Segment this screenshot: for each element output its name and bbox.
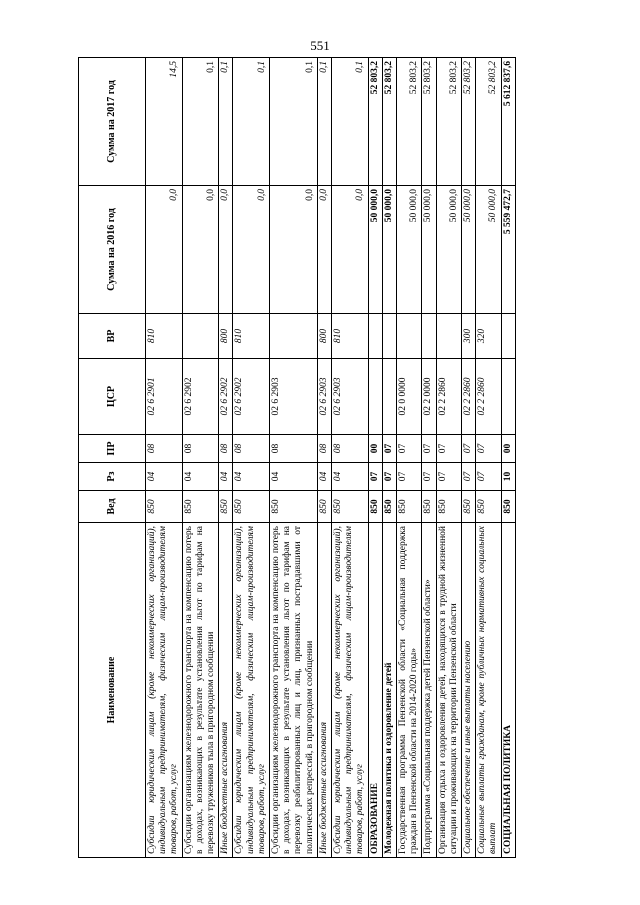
table-row: [462, 58, 476, 858]
row-ved: 850: [382, 491, 396, 523]
budget-table: [78, 57, 516, 858]
row-rz: 04: [270, 463, 318, 491]
row-csr: 02 6 2901: [146, 359, 183, 435]
row-ved: 850: [233, 491, 270, 523]
header-name: Наименование: [79, 523, 146, 858]
row-pr: 07: [397, 435, 422, 463]
row-vr: [436, 314, 461, 359]
row-name: Государственная программа Пензенской области «Социальная поддержка граждан в Пензенской области на 2014-2020 годы»: [397, 523, 422, 858]
table-row: [270, 58, 318, 858]
row-name: Иные бюджетные ассигнования: [219, 523, 233, 858]
row-name: Субсидии юридическим лицам (кроме некоммерческих организаций), индивидуальным предпринимателям, физическим лицам-производителям товаров, работ, услуг: [233, 523, 270, 858]
row-sum-2017: 52 803,2: [397, 58, 422, 186]
row-name: Субсидии организациям железнодорожного транспорта на компенсацию потерь в доходах, возникающих в результате установления льгот по тарифам на перевозку реабилитированных лиц и лиц, признанных пострадавшими от политических репрессий, в пригородном сообщении: [270, 523, 318, 858]
row-csr: 02 2 2860: [436, 359, 461, 435]
header-sum-2016: Сумма на 2016 год: [79, 186, 146, 314]
table-row: [501, 58, 515, 858]
row-csr: 02 2 2860: [476, 359, 501, 435]
header-rz: Рз: [79, 463, 146, 491]
row-sum-2017: 52 803,2: [436, 58, 461, 186]
table-row: [182, 58, 219, 858]
table-header-row: [79, 58, 146, 858]
row-csr: [368, 359, 382, 435]
row-csr: 02 6 2903: [332, 359, 369, 435]
row-csr: 02 0 0000: [397, 359, 422, 435]
row-vr: 800: [317, 314, 331, 359]
row-vr: 300: [462, 314, 476, 359]
table-row: [368, 58, 382, 858]
row-rz: 07: [436, 463, 461, 491]
row-pr: 08: [270, 435, 318, 463]
row-name: ОБРАЗОВАНИЕ: [368, 523, 382, 858]
row-sum-2016: 0,0: [317, 186, 331, 314]
row-sum-2016: 0,0: [146, 186, 183, 314]
table-row: [397, 58, 422, 858]
row-sum-2016: 0,0: [182, 186, 219, 314]
rotated-table-container: [78, 58, 578, 858]
row-sum-2016: 50 000,0: [436, 186, 461, 314]
row-name: Субсидии юридическим лицам (кроме некоммерческих организаций), индивидуальным предпринимателям, физическим лицам-производителям товаров, работ, услуг: [146, 523, 183, 858]
row-ved: 850: [219, 491, 233, 523]
row-ved: 850: [422, 491, 436, 523]
row-sum-2016: 50 000,0: [368, 186, 382, 314]
row-pr: 08: [317, 435, 331, 463]
row-sum-2017: 14,5: [146, 58, 183, 186]
row-sum-2017: 0,1: [182, 58, 219, 186]
row-sum-2016: 50 000,0: [462, 186, 476, 314]
row-sum-2016: 0,0: [332, 186, 369, 314]
row-name: Субсидии организациям железнодорожного транспорта на компенсацию потерь в доходах, возникающих в результате установления льгот по тарифам на перевозку тружеников тыла в пригородном сообщении: [182, 523, 219, 858]
row-pr: 08: [332, 435, 369, 463]
row-sum-2017: 52 803,2: [476, 58, 501, 186]
row-pr: 07: [476, 435, 501, 463]
row-csr: [501, 359, 515, 435]
row-rz: 07: [422, 463, 436, 491]
row-rz: 04: [219, 463, 233, 491]
row-sum-2016: 0,0: [270, 186, 318, 314]
table-row: [382, 58, 396, 858]
header-pr: ПР: [79, 435, 146, 463]
header-csr: ЦСР: [79, 359, 146, 435]
table-row: [476, 58, 501, 858]
row-ved: 850: [270, 491, 318, 523]
row-name: Подпрограмма «Социальная поддержка детей Пензенской области»: [422, 523, 436, 858]
row-ved: 850: [476, 491, 501, 523]
row-sum-2017: 5 612 837,6: [501, 58, 515, 186]
row-rz: 04: [233, 463, 270, 491]
row-rz: 07: [368, 463, 382, 491]
row-csr: 02 6 2902: [182, 359, 219, 435]
row-sum-2016: 50 000,0: [422, 186, 436, 314]
row-rz: 07: [382, 463, 396, 491]
table-row: [317, 58, 331, 858]
row-vr: [397, 314, 422, 359]
row-vr: 810: [233, 314, 270, 359]
row-ved: 850: [397, 491, 422, 523]
row-csr: 02 6 2903: [317, 359, 331, 435]
row-sum-2016: 50 000,0: [382, 186, 396, 314]
row-sum-2016: 5 559 472,7: [501, 186, 515, 314]
table-row: [436, 58, 461, 858]
row-pr: 07: [382, 435, 396, 463]
row-sum-2017: 52 803,2: [422, 58, 436, 186]
row-name: Организация отдыха и оздоровления детей, находящихся в трудной жизненной ситуации и проживающих на территории Пензенской области: [436, 523, 461, 858]
row-csr: 02 2 2860: [462, 359, 476, 435]
row-sum-2016: 50 000,0: [476, 186, 501, 314]
row-sum-2017: 0,1: [219, 58, 233, 186]
row-vr: [368, 314, 382, 359]
row-rz: 07: [476, 463, 501, 491]
row-sum-2017: 0,1: [270, 58, 318, 186]
row-pr: 07: [462, 435, 476, 463]
row-ved: 850: [146, 491, 183, 523]
table-row: [233, 58, 270, 858]
table-row: [422, 58, 436, 858]
table-row: [146, 58, 183, 858]
header-sum-2017: Сумма на 2017 год: [79, 58, 146, 186]
row-rz: 04: [146, 463, 183, 491]
row-sum-2017: 0,1: [332, 58, 369, 186]
row-sum-2017: 52 803,2: [368, 58, 382, 186]
row-ved: 850: [332, 491, 369, 523]
row-pr: 08: [233, 435, 270, 463]
page-number: 551: [310, 38, 330, 53]
row-ved: 850: [462, 491, 476, 523]
row-ved: 850: [368, 491, 382, 523]
row-rz: 07: [397, 463, 422, 491]
row-rz: 04: [332, 463, 369, 491]
row-sum-2017: 0,1: [317, 58, 331, 186]
row-vr: 320: [476, 314, 501, 359]
row-pr: 00: [501, 435, 515, 463]
header-ved: Вед: [79, 491, 146, 523]
row-name: Социальное обеспечение и иные выплаты населению: [462, 523, 476, 858]
row-vr: 800: [219, 314, 233, 359]
row-pr: 07: [436, 435, 461, 463]
table-body: [146, 58, 516, 858]
row-vr: 810: [146, 314, 183, 359]
row-sum-2016: 0,0: [219, 186, 233, 314]
row-name: Социальные выплаты гражданам, кроме публичных нормативных социальных выплат: [476, 523, 501, 858]
row-ved: 850: [317, 491, 331, 523]
row-pr: 08: [146, 435, 183, 463]
row-csr: 02 6 2902: [219, 359, 233, 435]
row-sum-2016: 0,0: [233, 186, 270, 314]
row-vr: [270, 314, 318, 359]
row-name: Субсидии юридическим лицам (кроме некоммерческих организаций), индивидуальным предпринимателям, физическим лицам-производителям товаров, работ, услуг: [332, 523, 369, 858]
row-pr: 00: [368, 435, 382, 463]
header-vr: ВР: [79, 314, 146, 359]
table-row: [219, 58, 233, 858]
row-csr: [382, 359, 396, 435]
row-sum-2016: 50 000,0: [397, 186, 422, 314]
row-sum-2017: 0,1: [233, 58, 270, 186]
row-sum-2017: 52 803,2: [462, 58, 476, 186]
row-name: Иные бюджетные ассигнования: [317, 523, 331, 858]
row-rz: 04: [317, 463, 331, 491]
row-vr: 810: [332, 314, 369, 359]
row-csr: 02 2 0000: [422, 359, 436, 435]
row-pr: 07: [422, 435, 436, 463]
row-vr: [182, 314, 219, 359]
row-vr: [382, 314, 396, 359]
row-csr: 02 6 2903: [270, 359, 318, 435]
row-rz: 04: [182, 463, 219, 491]
row-rz: 07: [462, 463, 476, 491]
row-ved: 850: [182, 491, 219, 523]
row-rz: 10: [501, 463, 515, 491]
row-vr: [501, 314, 515, 359]
row-ved: 850: [436, 491, 461, 523]
row-vr: [422, 314, 436, 359]
row-ved: 850: [501, 491, 515, 523]
row-sum-2017: 52 803,2: [382, 58, 396, 186]
row-pr: 08: [219, 435, 233, 463]
row-pr: 08: [182, 435, 219, 463]
row-name: Молодежная политика и оздоровление детей: [382, 523, 396, 858]
row-name: СОЦИАЛЬНАЯ ПОЛИТИКА: [501, 523, 515, 858]
row-csr: 02 6 2902: [233, 359, 270, 435]
table-row: [332, 58, 369, 858]
